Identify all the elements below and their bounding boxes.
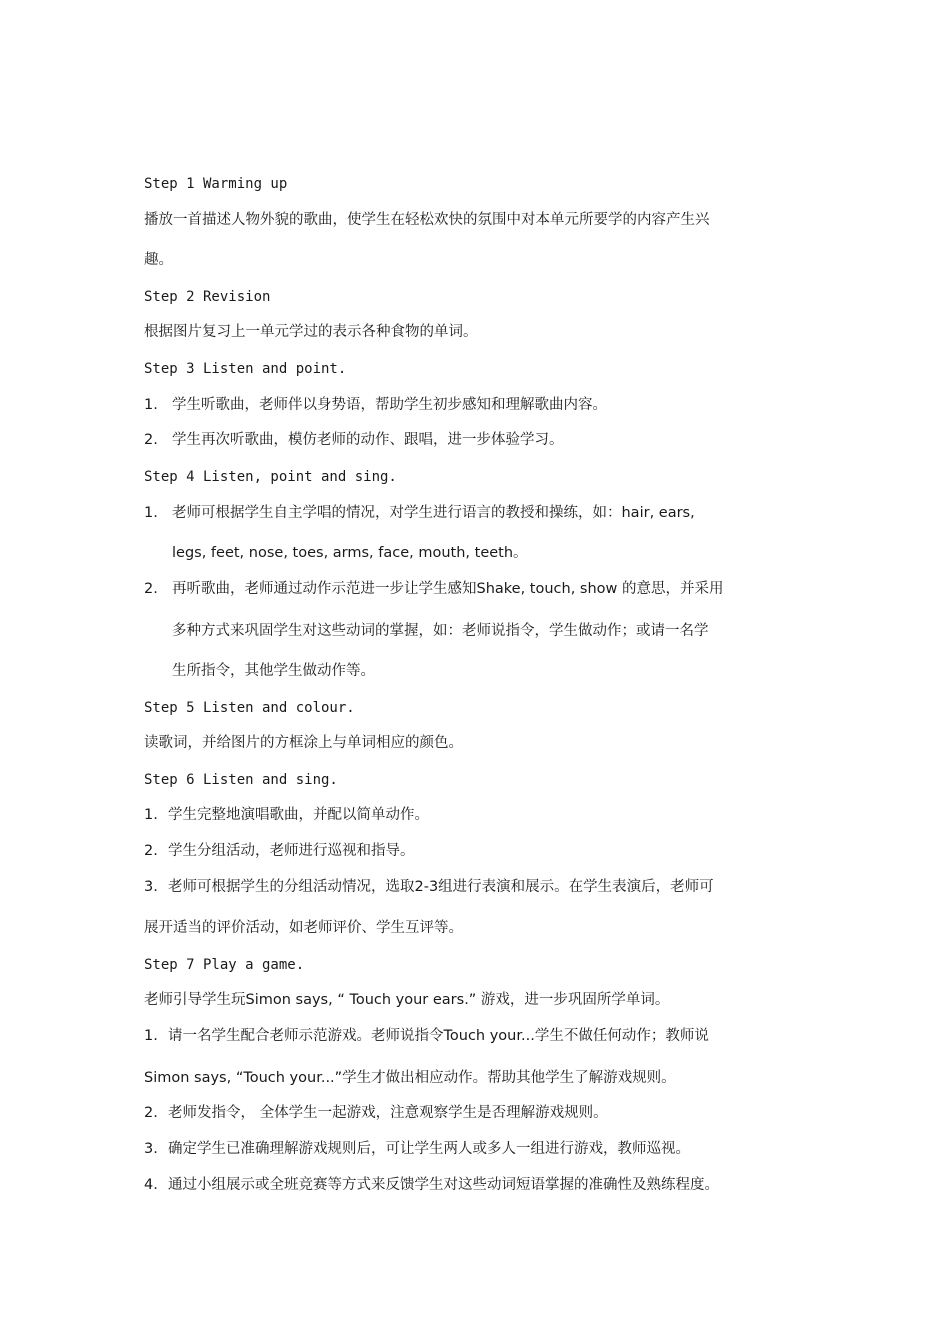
list-item-text: 老师可根据学生的分组活动情况，选取2-3组进行表演和展示。在学生表演后，老师可 (168, 879, 714, 895)
step-6-heading: Step 6 Listen and sing. (144, 772, 338, 788)
step-2-heading: Step 2 Revision (144, 289, 271, 305)
list-number: 3. (144, 1141, 158, 1157)
step-6-item-3-line-2: 展开适当的评价活动，如老师评价、学生互评等。 (144, 920, 463, 936)
step-5-paragraph: 读歌词，并给图片的方框涂上与单词相应的颜色。 (144, 735, 463, 751)
list-number: 1. (144, 1028, 158, 1044)
step-1-paragraph-line-1: 播放一首描述人物外貌的歌曲，使学生在轻松欢快的氛围中对本单元所要学的内容产生兴 (144, 212, 710, 228)
list-item-text: 确定学生已准确理解游戏规则后，可让学生两人或多人一组进行游戏，教师巡视。 (168, 1141, 690, 1157)
step-4-heading: Step 4 Listen, point and sing. (144, 469, 397, 485)
list-number: 2. (144, 581, 158, 597)
step-4-item-2-line-1 (144, 579, 724, 599)
list-number: 2. (144, 432, 158, 448)
step-4-item-1-line-1 (144, 503, 695, 523)
list-number: 4. (144, 1177, 158, 1193)
list-item-text: 请一名学生配合老师示范游戏。老师说指令Touch your...学生不做任何动作；教师说 (168, 1028, 709, 1044)
list-item-text: 学生分组活动，老师进行巡视和指导。 (168, 843, 415, 859)
step-7-item (144, 1139, 690, 1159)
list-number: 1. (144, 505, 158, 521)
list-item-text: 学生完整地演唱歌曲，并配以简单动作。 (168, 807, 429, 823)
list-item-text: 通过小组展示或全班竞赛等方式来反馈学生对这些动词短语掌握的准确性及熟练程度。 (168, 1177, 719, 1193)
step-6-item-3-line-1 (144, 877, 714, 897)
step-4-item-1-line-2: legs, feet, nose, toes, arms, face, mouth, teeth。 (172, 545, 528, 561)
step-7-item (144, 1103, 608, 1123)
step-7-intro: 老师引导学生玩Simon says, “ Touch your ears.” 游戏，进一步巩固所学单词。 (144, 992, 670, 1008)
step-4-item-2-line-2: 多种方式来巩固学生对这些动词的掌握，如：老师说指令，学生做动作；或请一名学 (172, 623, 709, 639)
step-7-heading: Step 7 Play a game. (144, 957, 305, 973)
step-6-item (144, 841, 415, 861)
step-5-heading: Step 5 Listen and colour. (144, 700, 355, 716)
step-4-item-2-line-3: 生所指令，其他学生做动作等。 (172, 663, 375, 679)
step-3-item (144, 395, 607, 415)
list-number: 2. (144, 843, 158, 859)
list-number: 1. (144, 807, 158, 823)
list-number: 1. (144, 397, 158, 413)
list-item-text: 学生听歌曲，老师伴以身势语，帮助学生初步感知和理解歌曲内容。 (172, 397, 607, 413)
list-item-text: 老师发指令， 全体学生一起游戏，注意观察学生是否理解游戏规则。 (168, 1105, 608, 1121)
step-1-paragraph-line-2: 趣。 (144, 252, 173, 268)
step-1-heading: Step 1 Warming up (144, 176, 288, 192)
list-number: 3. (144, 879, 158, 895)
list-item-text: 再听歌曲，老师通过动作示范进一步让学生感知Shake, touch, show 的意思，并采用 (172, 581, 724, 597)
list-number: 2. (144, 1105, 158, 1121)
step-3-item (144, 430, 564, 450)
step-3-heading: Step 3 Listen and point. (144, 361, 347, 377)
step-7-item-1-line-1 (144, 1026, 709, 1046)
step-7-item-1-line-2: Simon says, “Touch your...”学生才做出相应动作。帮助其他学生了解游戏规则。 (144, 1070, 676, 1086)
step-7-item (144, 1175, 719, 1195)
step-2-paragraph: 根据图片复习上一单元学过的表示各种食物的单词。 (144, 324, 478, 340)
list-item-text: 学生再次听歌曲，模仿老师的动作、跟唱，进一步体验学习。 (172, 432, 564, 448)
step-6-item (144, 805, 429, 825)
list-item-text: 老师可根据学生自主学唱的情况，对学生进行语言的教授和操练，如：hair, ears, (172, 505, 695, 521)
